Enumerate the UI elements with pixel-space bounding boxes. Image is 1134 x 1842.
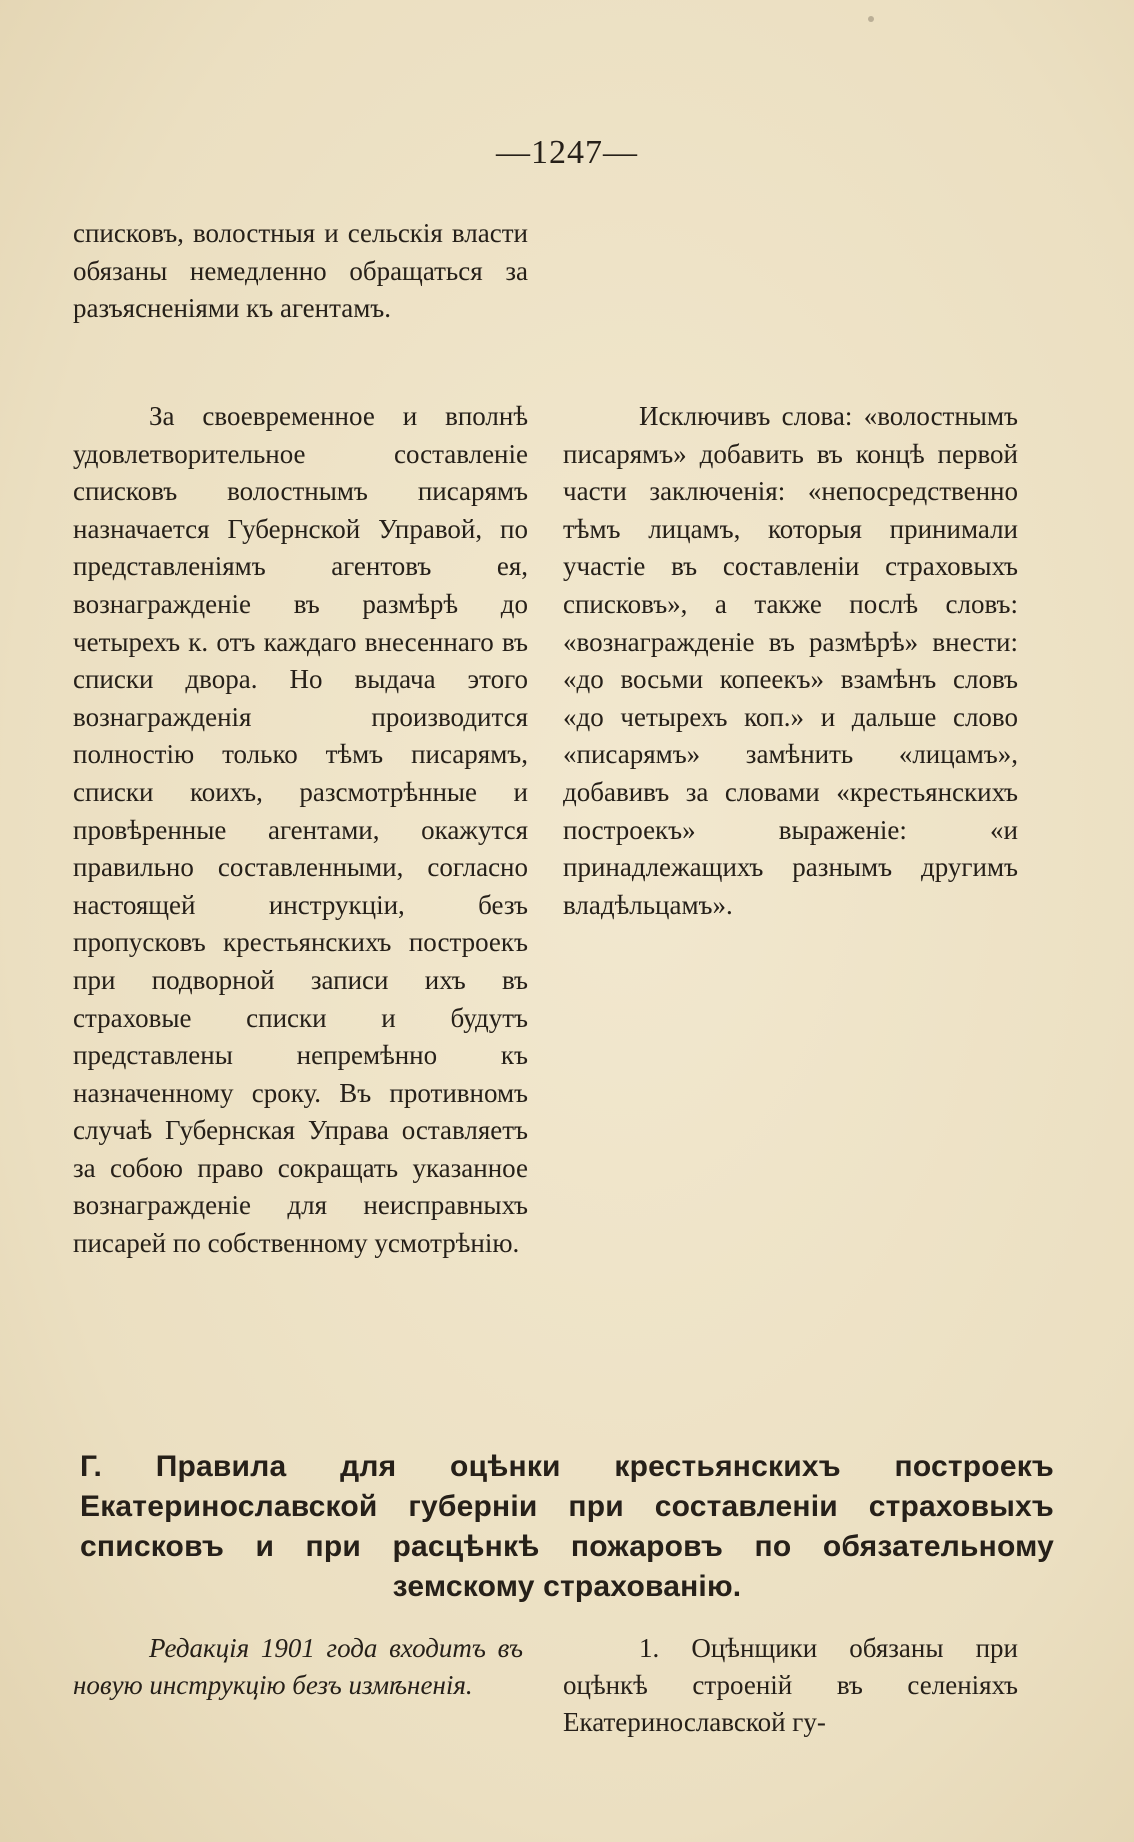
- remuneration-paragraph: За своевременное и вполнѣ удовлетворительное составленіе списковъ волостнымъ писарямъ назначается Губернской Управой, по представленіямъ агентовъ ея, вознагражденіе въ размѣрѣ до четырехъ к. отъ каждаго внесеннаго въ списки двора. Но выдача этого вознагражденія производится полностію только тѣмъ писарямъ, списки коихъ, разсмотрѣнные и провѣренные агентами, окажутся правильно составленными, согласно настоящей инструкціи, безъ пропусковъ крестьянскихъ построекъ при подворной записи ихъ въ страховые списки и будутъ представлены непремѣнно къ назначенному сроку. Въ противномъ случаѣ Губернская Управа оставляетъ за собою право сокращать указанное вознагражденіе для неисправныхъ писарей по собственному усмотрѣнію.: [73, 401, 528, 1259]
- paper-speck: [868, 16, 874, 22]
- rule-paragraph-1: 1. Оцѣнщики обязаны при оцѣнкѣ строеній въ селеніяхъ Екатеринославской гу-: [563, 1633, 1018, 1737]
- amendment-paragraph: Исключивъ слова: «волостнымъ писарямъ» добавить въ концѣ первой части заключенія: «непосредственно тѣмъ лицамъ, которыя принимали участіе въ составленіи страховыхъ списковъ», а также послѣ словъ: «вознагражденіе въ размѣрѣ» внести: «до восьми копеекъ» взамѣнъ словъ «до четырехъ коп.» и дальше слово «писарямъ» замѣнить «лицамъ», добавивъ за словами «крестьянскихъ построекъ» выраженіе: «и принадлежащихъ разнымъ другимъ владѣльцамъ».: [563, 401, 1018, 920]
- right-column-amendment: [563, 398, 1018, 924]
- edition-note: Редакція 1901 года входитъ въ новую инструкцію безъ измѣненія.: [73, 1633, 523, 1700]
- section-heading: Г. Правила для оцѣнки крестьянскихъ построекъ Екатеринославской губерніи при составленіи страховыхъ списковъ и при расцѣнкѣ пожаровъ по обязательному земскому страхованію.: [80, 1450, 1054, 1603]
- left-column-intro: [73, 215, 528, 328]
- page-number: —1247—: [496, 134, 638, 171]
- left-column-main: [73, 398, 528, 1263]
- intro-paragraph: списковъ, волостныя и сельскія власти обязаны немедленно обращаться за разъясненіями къ агентамъ.: [73, 218, 528, 324]
